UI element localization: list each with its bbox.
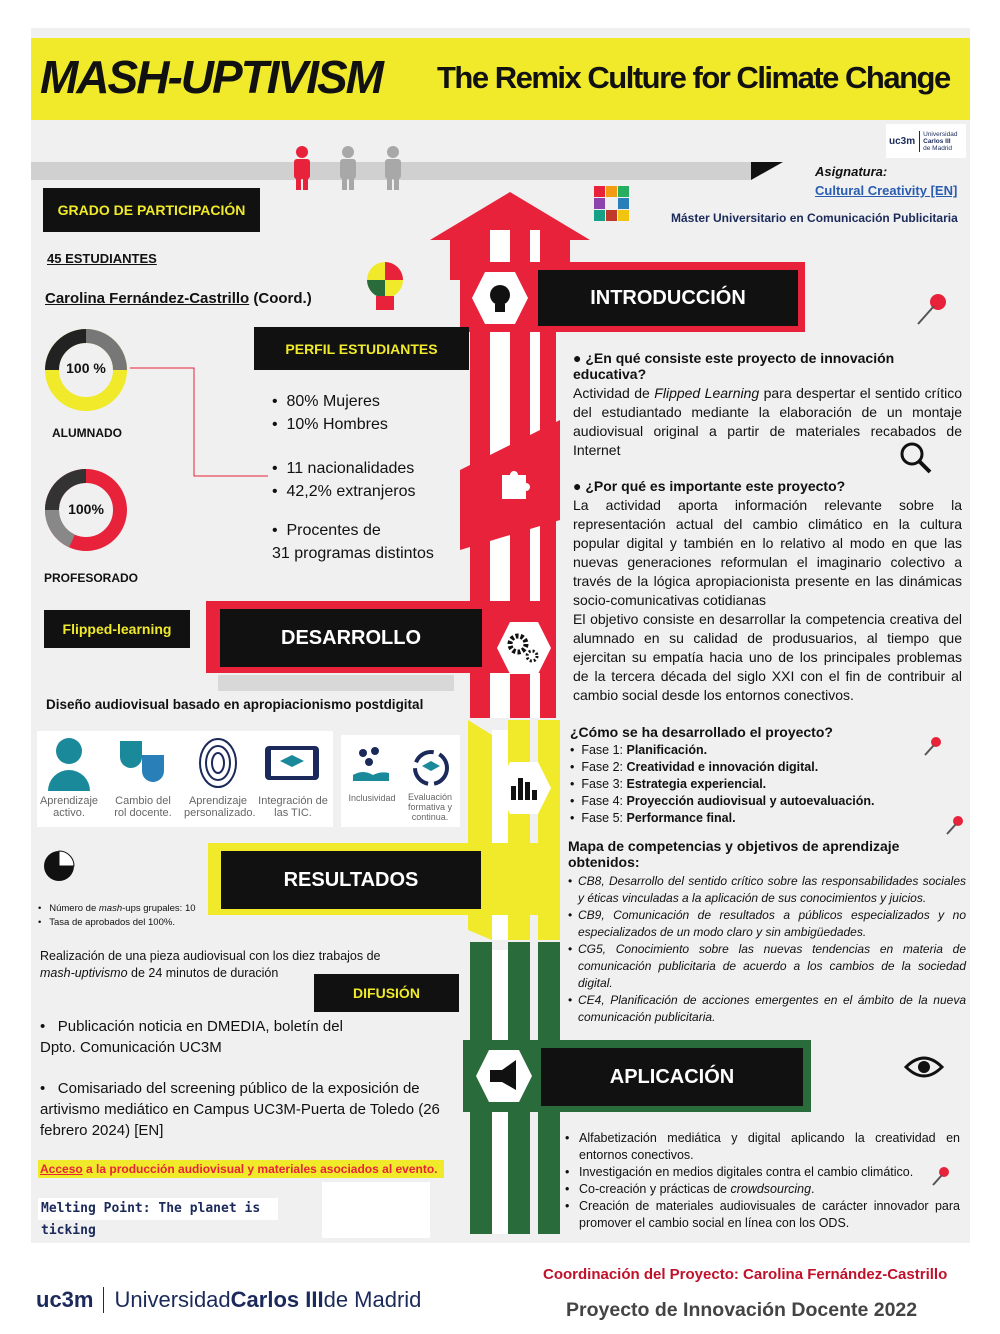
- qr-placeholder: [322, 1182, 430, 1238]
- gears-icon: [496, 620, 552, 676]
- access-line: Acceso a la producción audiovisual y materiales asociados al evento.: [38, 1160, 444, 1178]
- diffusion-heading: DIFUSIÓN: [314, 974, 459, 1012]
- theater-masks-icon: [118, 737, 168, 787]
- head-puzzle-icon: [360, 258, 410, 314]
- fingerprint-icon: [196, 736, 240, 790]
- teachers-pct: 100%: [68, 501, 104, 517]
- icon-label: Aprendizaje personalizado.: [184, 795, 256, 819]
- teachers-label: PROFESORADO: [44, 571, 139, 585]
- profile-programs: • Procentes de 31 programas distintos: [272, 522, 434, 562]
- intro-heading: INTRODUCCIÓN: [538, 270, 798, 326]
- icon-label: Integración de las TIC.: [258, 795, 328, 819]
- magnifier-icon: [898, 440, 934, 476]
- intro-text: ● ¿En qué consiste este proyecto de innovación educativa? Actividad de Flipped Learning para despertar el sentido crítico del estudiantado mediante la elaboración de un montaje audiovisual original a partir de materiales recabados de Internet ● ¿Por qué es importante este proyecto? La actividad aporta información relevante sobre la representación actual del cambio climático en la cultura popular digital y también en lo relativo al modo en que las nuevas generaciones reformulan el imaginario colectivo a través de la lógica apropiacionista presente en las dinámicas socio-comunicativas cotidianas El objetivo consiste en desarrollar la competencia creativa del alumnado en su calidad de produsuarios, al tiempo que ejercitan su empatía hacia uno de los principales problemas de la tercera década del siglo XXI con el fin de contribuir al cambio social desde los entornos conectivos.: [573, 350, 962, 703]
- pie-chart-icon: [42, 849, 76, 883]
- diffusion-item-1: • Publicación noticia en DMEDIA, boletín del Dpto. Comunicación UC3M: [40, 1018, 343, 1056]
- hand-dots-icon: [351, 745, 391, 785]
- results-piece: Realización de una pieza audiovisual con los diez trabajos de mash-uptivismo de 24 minutos de duración: [40, 949, 381, 980]
- uc3m-logo: uc3m Universidad Carlos III de Madrid: [886, 124, 966, 158]
- profile-heading: PERFIL ESTUDIANTES: [254, 327, 469, 370]
- students-pct: 100 %: [66, 360, 106, 376]
- melting-point-link[interactable]: Melting Point: The planet is ticking: [38, 1198, 278, 1220]
- pushpin-icon: [922, 735, 944, 757]
- master-name: Máster Universitario en Comunicación Publicitaria: [671, 211, 958, 225]
- coordinator: Carolina Fernández-Castrillo (Coord.): [45, 290, 312, 307]
- person-icon: [46, 735, 92, 791]
- design-caption: Diseño audiovisual basado en apropiacionismo postdigital: [46, 697, 424, 712]
- icon-label: Evaluación formativa y continua.: [407, 792, 453, 822]
- pushpin-icon: [930, 1165, 952, 1187]
- lightbulb-icon: [470, 268, 530, 328]
- students-count: 45 ESTUDIANTES: [47, 251, 157, 266]
- participation-heading: GRADO DE PARTICIPACIÓN: [43, 188, 260, 232]
- results-stats: • Número de mash-ups grupales: 10 • Tasa de aprobados del 100%.: [38, 903, 196, 928]
- person-grey-icon: [385, 146, 401, 190]
- students-label: ALUMNADO: [52, 426, 122, 440]
- icon-label: Cambio del rol docente.: [114, 795, 172, 819]
- connector-line: [130, 360, 270, 480]
- person-red-icon: [294, 146, 310, 190]
- course-link[interactable]: Cultural Creativity [EN]: [815, 183, 958, 198]
- pushpin-icon: [944, 814, 966, 836]
- results-heading: RESULTADOS: [221, 851, 481, 909]
- dev-heading: DESARROLLO: [220, 609, 482, 667]
- access-link[interactable]: Acceso: [40, 1162, 83, 1176]
- profile-nationality-list: • 11 nacionalidades • 42,2% extranjeros: [272, 460, 416, 500]
- person-grey-icon: [340, 146, 356, 190]
- dev-shadow: [218, 675, 454, 691]
- poster-title: MASH-UPTIVISM: [40, 51, 382, 103]
- cycle-icon: [410, 747, 452, 789]
- pushpin-icon: [912, 290, 952, 330]
- poster-subtitle: The Remix Culture for Climate Change: [437, 60, 950, 95]
- competencies-list: Mapa de competencias y objetivos de aprendizaje obtenidos: • CB8, Desarrollo del sentido crítico sobre las responsabilidades sociales y éticas vinculadas a la aplicación de sus conocimientos y juicios. • CB9, Comunicación de resultados a públicos especializados y no especializados de un modo claro y sin ambigüedades. • CG5, Conocimiento sobre las nuevas tendencias en materia de comunicación publicitaria de acuerdo a los cambios de la sociedad digital. • CE4, Planificación de acciones emergentes en el ámbito de la nueva comunicación publicitaria.: [568, 838, 966, 1024]
- flipped-learning-badge: Flipped-learning: [44, 610, 190, 648]
- footer-logo: uc3m Universidad Carlos III de Madrid: [36, 1287, 422, 1312]
- bar-chart-icon: [496, 760, 552, 816]
- icon-label: Inclusividad: [348, 793, 396, 803]
- megaphone-icon: [474, 1046, 534, 1106]
- eye-icon: [904, 1052, 944, 1082]
- profile-gender-list: • 80% Mujeres • 10% Hombres: [272, 393, 388, 433]
- application-list: • Alfabetización mediática y digital aplicando la creatividad en entornos conectivos. • Investigación en medios digitales contra el cambio climático. • Co-creación y prácticas de crowdsourcing. • Creación de materiales audiovisuales de carácter innovador para promover el cambio social en línea con los ODS.: [565, 1131, 960, 1230]
- footer-coordination: Coordinación del Proyecto: Carolina Fernández-Castrillo: [543, 1266, 948, 1283]
- icon-label: Aprendizaje activo.: [39, 795, 99, 819]
- phases-list: ¿Cómo se ha desarrollado el proyecto? • Fase 1: Planificación. • Fase 2: Creatividad e innovación digital. • Fase 3: Estrategia experiencial. • Fase 4: Proyección audiovisual y autoevaluación. • Fase 5: Performance final.: [570, 724, 875, 825]
- course-label: Asignatura:: [815, 164, 888, 179]
- diffusion-item-2: • Comisariado del screening público de la exposición de artivismo mediático en Campus UC3M-Puerta de Toledo (26 febrero 2024) [EN]: [40, 1080, 440, 1139]
- participation-bar: [31, 140, 791, 190]
- puzzle-piece-icon: [494, 463, 534, 503]
- tablet-icon: [264, 745, 320, 781]
- footer-project: Proyecto de Innovación Docente 2022: [566, 1299, 918, 1321]
- application-heading: APLICACIÓN: [541, 1048, 803, 1106]
